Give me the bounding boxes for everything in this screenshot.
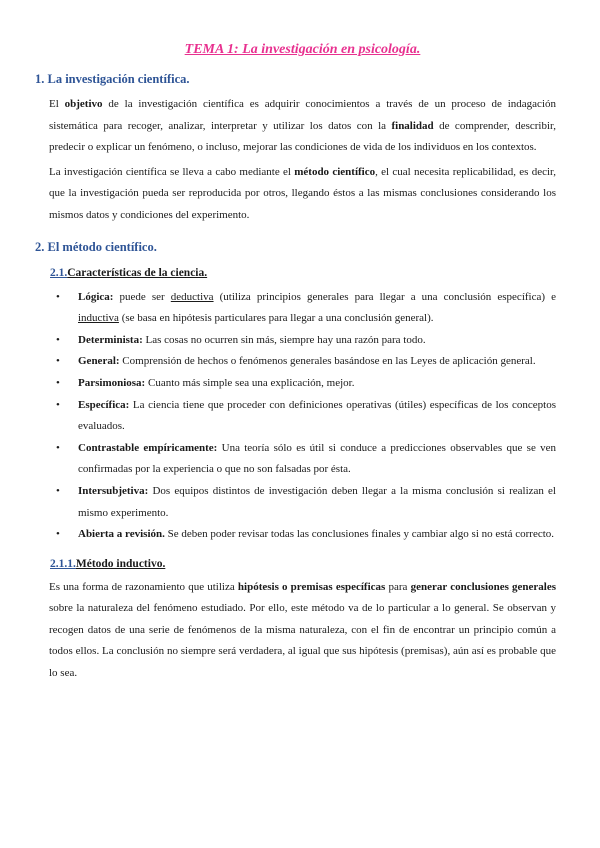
list-item-text: Parsimoniosa: Cuanto más simple sea una explicación, mejor.	[78, 376, 355, 389]
list-item-intersubjetiva	[49, 481, 556, 524]
list-item-text: Lógica: puede ser deductiva (utiliza principios generales para llegar a una conclusión específica) e inductiva (se basa en hipótesis particulares para llegar a una conclusión general).	[78, 290, 556, 325]
list-item-text: Específica: La ciencia tiene que proceder con definiciones operativas (útiles) específicas de los conceptos evaluados.	[78, 398, 556, 433]
heading-investigacion-cientifica: 1. La investigación científica.	[35, 72, 190, 86]
bullet-icon: •	[56, 333, 60, 346]
list-item-abierta-revision	[49, 524, 556, 546]
bullet-icon: •	[56, 398, 60, 411]
paragraph-metodo-cientifico: La investigación científica se lleva a cabo mediante el método científico, el cual necesita replicabilidad, es decir, que la investigación pueda ser reproducida por otros, llegando éstos a las mismas conclusiones considerando los mismos datos y condiciones del experimento.	[49, 165, 556, 221]
subheading-caracteristicas-ciencia	[50, 267, 556, 279]
subheading-number: 2.1.	[50, 266, 68, 279]
list-item-text: Contrastable empíricamente: Una teoría sólo es útil si conduce a predicciones observables que se ven confirmadas por la experiencia o que no son falsadas por ésta.	[78, 441, 557, 476]
characteristics-list	[49, 287, 556, 546]
paragraph-objetivo: El objetivo de la investigación científica es adquirir conocimientos a través de un proceso de indagación sistemática para recoger, analizar, interpretar y utilizar los datos con la finalidad de comprender, describir, predecir o explicar un fenómeno, o incluso, mejorar las condiciones de vida de los individuos en los contextos.	[49, 98, 557, 154]
bullet-icon: •	[56, 290, 60, 303]
bullet-icon: •	[56, 528, 60, 541]
list-item-text: Intersubjetiva: Dos equipos distintos de investigación deben llegar a la misma conclusión si realizan el mismo experimento.	[78, 484, 556, 519]
subheading-text: Características de la ciencia.	[67, 266, 208, 279]
list-item-determinista	[49, 330, 556, 352]
list-item-text: General: Comprensión de hechos o fenómenos generales basándose en las Leyes de aplicación general.	[78, 355, 536, 368]
document-title: TEMA 1: La investigación en psicología.	[184, 42, 421, 57]
list-item-general	[49, 351, 556, 373]
subheading-text: Método inductivo.	[75, 557, 166, 570]
list-item-parsimoniosa	[49, 373, 556, 395]
bullet-icon: •	[56, 484, 60, 497]
list-item-logica	[49, 287, 556, 330]
bullet-icon: •	[56, 376, 60, 389]
subheading-number: 2.1.1.	[50, 557, 76, 570]
list-item-text: Abierta a revisión. Se deben poder revisar todas las conclusiones finales y cambiar algo si no está correcto.	[78, 528, 555, 541]
paragraph-metodo-inductivo: Es una forma de razonamiento que utiliza hipótesis o premisas específicas para generar conclusiones generales sobre la naturaleza del fenómeno estudiado. Por ello, este método va de lo particular a lo general. Se observan y recogen datos de una serie de fenómenos de la misma naturaleza, con el fin de encontrar un principio común a todos ellos. La conclusión no siempre será verdadera, al igual que sus hipótesis (premisas), aún así es probable que lo sea.	[49, 580, 557, 680]
subheading-metodo-inductivo	[50, 558, 556, 570]
bullet-icon: •	[56, 355, 60, 368]
list-item-contrastable	[49, 438, 556, 481]
heading-el-metodo-cientifico: 2. El método científico.	[35, 239, 157, 254]
list-item-especifica	[49, 395, 556, 438]
list-item-text: Determinista: Las cosas no ocurren sin más, siempre hay una razón para todo.	[78, 333, 426, 346]
bullet-icon: •	[56, 441, 60, 454]
